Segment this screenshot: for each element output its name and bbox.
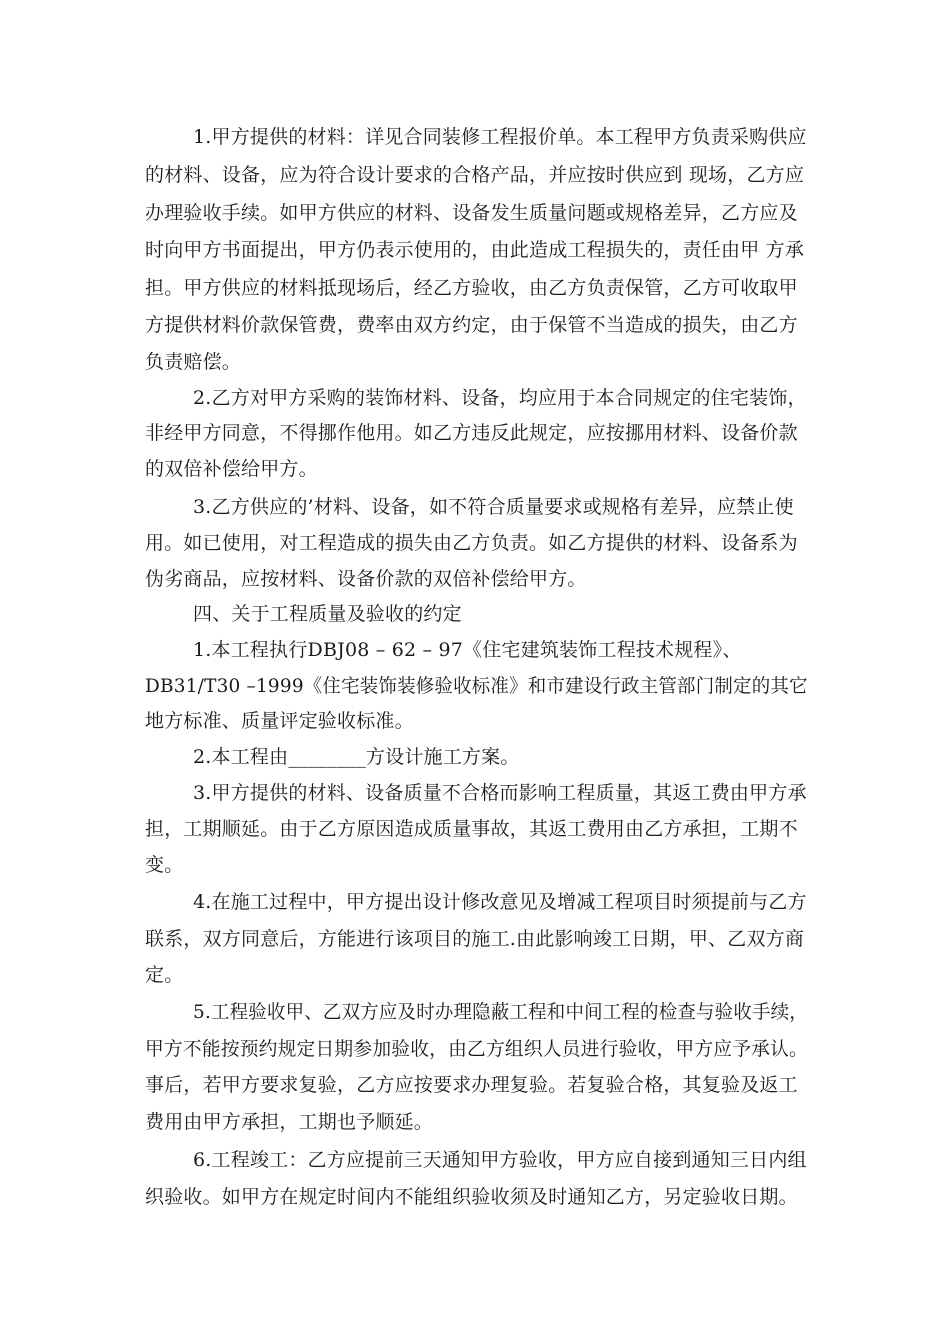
text-line: 担，工期顺延。由于乙方原因造成质量事故，其返工费用由乙方承担，工期不 [145, 818, 798, 840]
text-line: 3.甲方提供的材料、设备质量不合格而影响工程质量，其返工费由甲方承 [193, 782, 807, 804]
text-line: 定。 [145, 964, 184, 986]
text-line: 地方标准、质量评定验收标准。 [145, 710, 414, 732]
text-line: 2.乙方对甲方采购的装饰材料、设备，均应用于本合同规定的住宅装饰， [193, 387, 807, 409]
text-line: 办理验收手续。如甲方供应的材料、设备发生质量问题或规格差异，乙方应及 [145, 202, 798, 224]
text-line: 4.在施工过程中，甲方提出设计修改意见及增减工程项目时须提前与乙方 [193, 891, 807, 913]
text-line: DB31/T30 –1999《住宅装饰装修验收标准》和市建设行政主管部门制定的其它 [145, 675, 808, 697]
text-line: 5.工程验收甲、乙双方应及时办理隐蔽工程和中间工程的检查与验收手续， [193, 1001, 808, 1023]
text-line: 变。 [145, 854, 184, 876]
text-line: 担。甲方供应的材料抵现场后，经乙方验收，由乙方负责保管，乙方可收取甲 [145, 277, 798, 299]
text-line: 1.甲方提供的材料：详见合同装修工程报价单。本工程甲方负责采购供应 [193, 126, 807, 148]
text-line: 费用由甲方承担，工期也予顺延。 [145, 1111, 434, 1133]
text-line: 时向甲方书面提出，甲方仍表示使用的，由此造成工程损失的，责任由甲 方承 [145, 239, 805, 261]
text-line: 方提供材料价款保管费，费率由双方约定，由于保管不当造成的损失，由乙方 [145, 314, 798, 336]
section-heading: 四、关于工程质量及验收的约定 [193, 603, 462, 625]
text-line: 事后，若甲方要求复验，乙方应按要求办理复验。若复验合格，其复验及返工 [145, 1074, 798, 1096]
text-line: 6.工程竣工：乙方应提前三天通知甲方验收，甲方应自接到通知三日内组 [193, 1149, 807, 1171]
text-line: 2.本工程由________方设计施工方案。 [193, 746, 520, 768]
text-line: 1.本工程执行DBJ08 – 62 – 97《住宅建筑装饰工程技术规程》、 [193, 639, 742, 661]
text-line: 的双倍补偿给甲方。 [145, 458, 318, 480]
text-line: 的材料、设备，应为符合设计要求的合格产品，并应按时供应到 现场，乙方应 [145, 164, 805, 186]
text-line: 伪劣商品，应按材料、设备价款的双倍补偿给甲方。 [145, 568, 587, 590]
text-line: 联系，双方同意后，方能进行该项目的施工.由此影响竣工日期，甲、乙双方商 [145, 928, 805, 950]
text-line: 织验收。如甲方在规定时间内不能组织验收须及时通知乙方，另定验收日期。 [145, 1186, 798, 1208]
text-line: 用。如已使用，对工程造成的损失由乙方负责。如乙方提供的材料、设备系为 [145, 532, 798, 554]
text-line: 3.乙方供应的’材料、设备，如不符合质量要求或规格有差异，应禁止使 [193, 496, 794, 518]
text-line: 非经甲方同意，不得挪作他用。如乙方违反此规定，应按挪用材料、设备价款 [145, 422, 798, 444]
text-line: 甲方不能按预约规定日期参加验收，由乙方组织人员进行验收，甲方应予承认。 [145, 1038, 809, 1060]
text-line: 负责赔偿。 [145, 351, 242, 373]
